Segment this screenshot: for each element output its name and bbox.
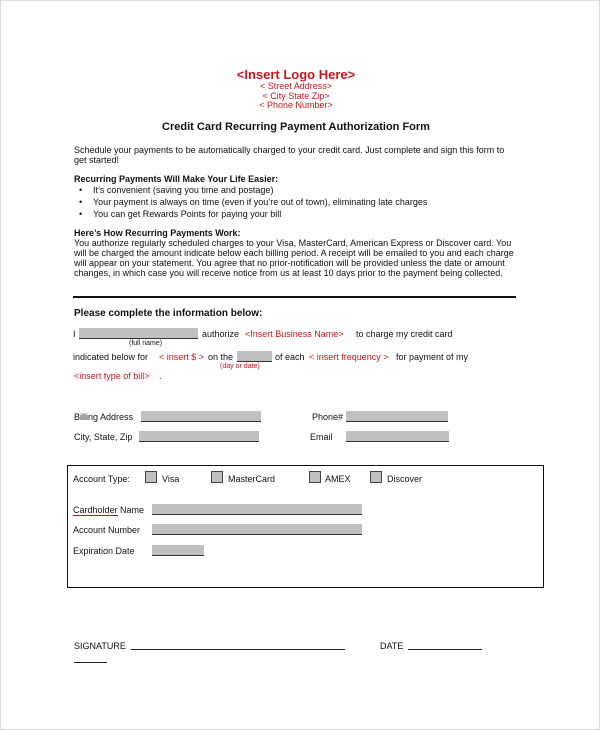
- phone-field[interactable]: [346, 411, 448, 422]
- email-field[interactable]: [346, 431, 449, 442]
- signature-label: SIGNATURE: [74, 641, 126, 651]
- expiration-date-field[interactable]: [152, 545, 204, 556]
- intro-paragraph: Schedule your payments to be automatically charged to your credit card. Just complete and sign this form to get started!: [74, 145, 505, 165]
- account-type-label: Account Type:: [73, 474, 130, 484]
- complete-heading: Please complete the information below:: [74, 308, 263, 319]
- auth-to-charge: to charge my credit card: [356, 329, 453, 339]
- how-heading: Here’s How Recurring Payments Work:: [74, 228, 241, 238]
- benefit-item: • It’s convenient (saving you time and postage): [74, 184, 427, 196]
- day-field[interactable]: [237, 351, 272, 362]
- cardholder-name-field[interactable]: [152, 504, 362, 515]
- spellcheck-underline: [73, 514, 118, 516]
- city-state-zip: < City State Zip>: [262, 91, 330, 101]
- cardholder-label-prefix: Cardholder: [73, 505, 118, 515]
- mastercard-label: MasterCard: [228, 474, 276, 484]
- email-label: Email: [310, 432, 333, 442]
- logo-placeholder: <Insert Logo Here>: [236, 67, 356, 82]
- account-number-label: Account Number: [73, 525, 141, 535]
- auth-period: .: [159, 371, 162, 381]
- auth-on-the: on the: [208, 352, 234, 362]
- how-paragraph: You authorize regularly scheduled charges to your Visa, MasterCard, American Express or Discover card. You will be charged the amount indicate below each billing period. A receipt will be emailed to you and each charge will appear on your statement. You agree that no prior-notification will be provided unless the date or amount changes, in which case you will receive notice from us at least 10 days prior to the payment being collected.: [74, 238, 514, 278]
- benefits-list: [74, 184, 427, 220]
- full-name-caption: (full name): [129, 340, 163, 347]
- date-line[interactable]: [408, 649, 482, 650]
- street-address: < Street Address>: [259, 81, 333, 91]
- business-name-placeholder: <Insert Business Name>: [245, 329, 344, 339]
- visa-label: Visa: [162, 474, 180, 484]
- discover-label: Discover: [387, 474, 423, 484]
- form-title: Credit Card Recurring Payment Authorization Form: [162, 121, 430, 133]
- full-name-field[interactable]: [79, 328, 198, 339]
- city-state-zip-label: City, State, Zip: [74, 432, 133, 442]
- amex-checkbox[interactable]: [309, 471, 321, 483]
- auth-for-payment: for payment of my: [396, 352, 469, 362]
- phone-label: Phone#: [312, 412, 344, 422]
- cardholder-label-suffix: Name: [120, 505, 145, 515]
- account-number-field[interactable]: [152, 524, 362, 535]
- billing-address-field[interactable]: [141, 411, 261, 422]
- mastercard-checkbox[interactable]: [211, 471, 223, 483]
- frequency-placeholder: < insert frequency >: [309, 352, 389, 362]
- city-state-zip-field[interactable]: [139, 431, 259, 442]
- amex-label: AMEX: [325, 474, 351, 484]
- auth-indicated: indicated below for: [73, 352, 149, 362]
- bill-type-placeholder: <insert type of bill>: [74, 371, 150, 381]
- expiration-date-label: Expiration Date: [73, 546, 135, 556]
- benefit-item: • Your payment is always on time (even if you’re out of town), eliminating late charges: [74, 196, 427, 208]
- auth-i: I: [73, 329, 76, 339]
- date-label: DATE: [380, 641, 404, 651]
- signature-line[interactable]: [131, 649, 345, 650]
- date-line-continued[interactable]: [74, 662, 107, 663]
- phone-number: < Phone Number>: [259, 100, 333, 110]
- billing-address-label: Billing Address: [74, 412, 134, 422]
- amount-placeholder: < insert $ >: [159, 352, 205, 362]
- easier-heading: Recurring Payments Will Make Your Life Easier:: [74, 174, 279, 184]
- benefit-item: • You can get Rewards Points for paying your bill: [74, 208, 427, 220]
- visa-checkbox[interactable]: [145, 471, 157, 483]
- auth-authorize: authorize: [202, 329, 240, 339]
- discover-checkbox[interactable]: [370, 471, 382, 483]
- auth-of-each: of each: [275, 352, 305, 362]
- section-divider: [73, 296, 516, 298]
- day-or-date-caption: (day or date): [220, 363, 260, 370]
